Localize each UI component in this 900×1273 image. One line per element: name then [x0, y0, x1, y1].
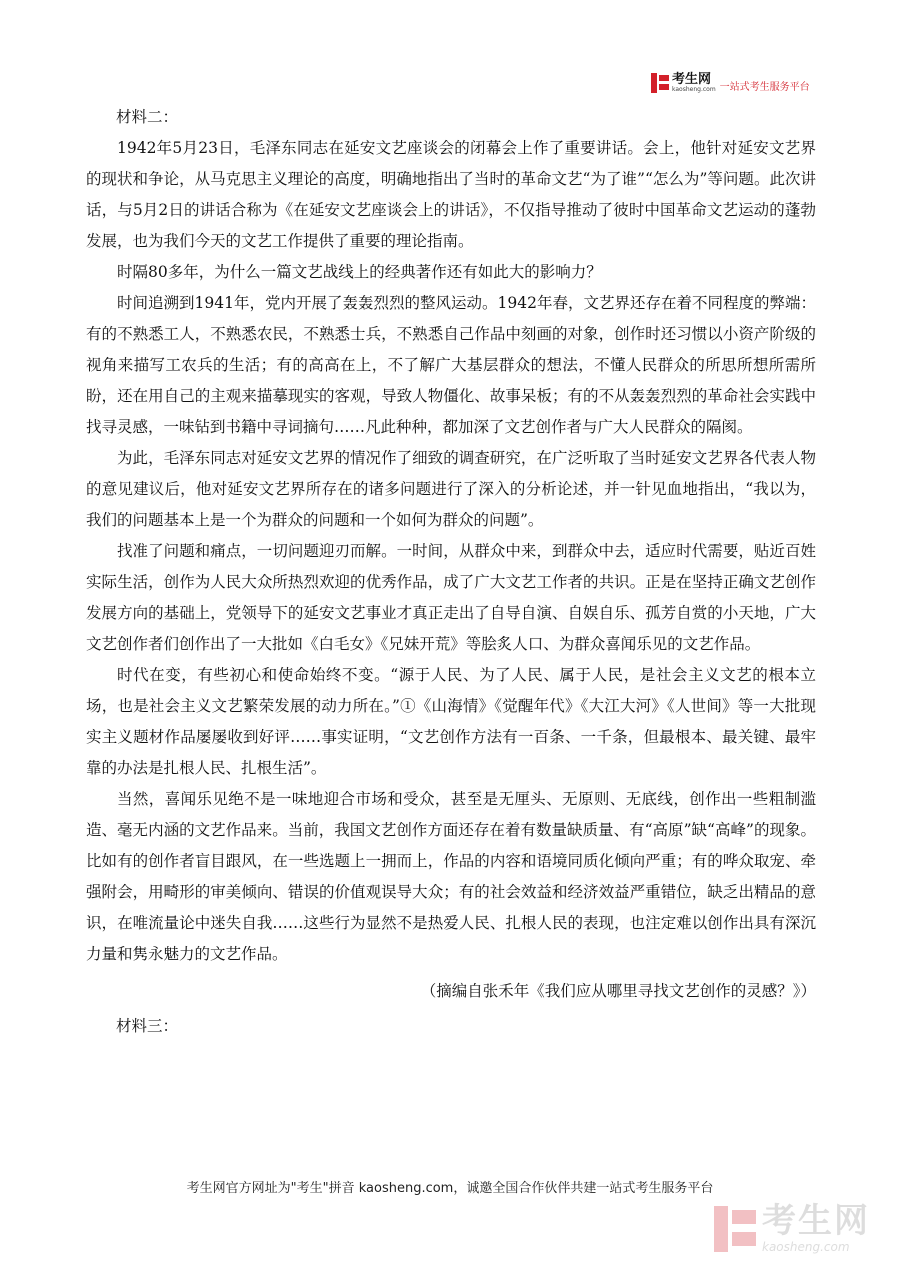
logo-en: kaosheng.com — [672, 85, 716, 93]
header-logo — [651, 72, 810, 93]
document-body — [86, 100, 816, 1042]
watermark-logo-icon — [714, 1206, 756, 1252]
paragraph-7: 当然，喜闻乐见绝不是一味地迎合市场和受众，甚至是无厘头、无原则、无底线，创作出一些粗制滥造、毫无内涵的文艺作品来。当前，我国文艺创作方面还存在着有数量缺质量、有“高原”缺“高峰”的现象。比如有的创作者盲目跟风，在一些选题上一拥而上，作品的内容和语境同质化倾向严重；有的哗众取宠、牵强附会，用畸形的审美倾向、错误的价值观误导大众；有的社会效益和经济效益严重错位，缺乏出精品的意识，在唯流量论中迷失自我……这些行为显然不是热爱人民、扎根人民的表现，也注定难以创作出具有深沉力量和隽永魅力的文艺作品。 — [86, 790, 816, 963]
material-three-label: 材料三： — [116, 1017, 179, 1035]
material-two-label: 材料二： — [116, 108, 179, 126]
paragraph-1: 1942年5月23日，毛泽东同志在延安文艺座谈会的闭幕会上作了重要讲话。会上，他针对延安文艺界的现状和争论，从马克思主义理论的高度，明确地指出了当时的革命文艺“为了谁”“怎么为”等问题。此次讲话，与5月2日的讲话合称为《在延安文艺座谈会上的讲话》，不仅指导推动了彼时中国革命文艺运动的蓬勃发展，也为我们今天的文艺工作提供了重要的理论指南。 — [86, 139, 816, 250]
paragraph-2: 时隔80多年，为什么一篇文艺战线上的经典著作还有如此大的影响力？ — [117, 263, 602, 281]
paragraph-3: 时间追溯到1941年，党内开展了轰轰烈烈的整风运动。1942年春，文艺界还存在着不同程度的弊端：有的不熟悉工人，不熟悉农民，不熟悉士兵，不熟悉自己作品中刻画的对象，创作时还习惯以小资产阶级的视角来描写工农兵的生活；有的高高在上，不了解广大基层群众的想法，不懂人民群众的所思所想所需所盼，还在用自己的主观来描摹现实的客观，导致人物僵化、故事呆板；有的不从轰轰烈烈的革命社会实践中找寻灵感，一味钻到书籍中寻词摘句……凡此种种，都加深了文艺创作者与广大人民群众的隔阂。 — [86, 294, 816, 436]
logo-cn: 考生网 — [672, 71, 712, 87]
paragraph-4: 为此，毛泽东同志对延安文艺界的情况作了细致的调查研究，在广泛听取了当时延安文艺界各代表人物的意见建议后，他对延安文艺界所存在的诸多问题进行了深入的分析论述，并一针见血地指出，“我以为，我们的问题基本上是一个为群众的问题和一个如何为群众的问题”。 — [86, 449, 816, 529]
watermark-en: kaosheng.com — [762, 1240, 850, 1254]
paragraph-5: 找准了问题和痛点，一切问题迎刃而解。一时间，从群众中来，到群众中去，适应时代需要，贴近百姓实际生活，创作为人民大众所热烈欢迎的优秀作品，成了广大文艺工作者的共识。正是在坚持正确文艺创作发展方向的基础上，党领导下的延安文艺事业才真正走出了自导自演、自娱自乐、孤芳自赏的小天地，广大文艺创作者们创作出了一大批如《白毛女》《兄妹开荒》等脍炙人口、为群众喜闻乐见的文艺作品。 — [86, 542, 816, 653]
watermark — [714, 1201, 870, 1254]
watermark-text — [762, 1201, 870, 1254]
watermark-cn: 考生网 — [762, 1201, 870, 1241]
page-footer: 考生网官方网址为"考生"拼音 kaosheng.com，诚邀全国合作伙伴共建一站式考生服务平台 — [186, 1181, 714, 1196]
logo-text — [672, 73, 716, 93]
source-citation: （摘编自张禾年《我们应从哪里寻找文艺创作的灵感？》） — [420, 982, 816, 1000]
logo-slogan: 一站式考生服务平台 — [719, 82, 810, 93]
paragraph-6: 时代在变，有些初心和使命始终不变。“源于人民、为了人民、属于人民，是社会主义文艺的根本立场，也是社会主义文艺繁荣发展的动力所在。”①《山海情》《觉醒年代》《大江大河》《人世间》等一大批现实主义题材作品屡屡收到好评……事实证明，“文艺创作方法有一百条、一千条，但最根本、最关键、最牢靠的办法是扎根人民、扎根生活”。 — [86, 666, 816, 777]
kaosheng-logo-icon — [651, 73, 669, 93]
